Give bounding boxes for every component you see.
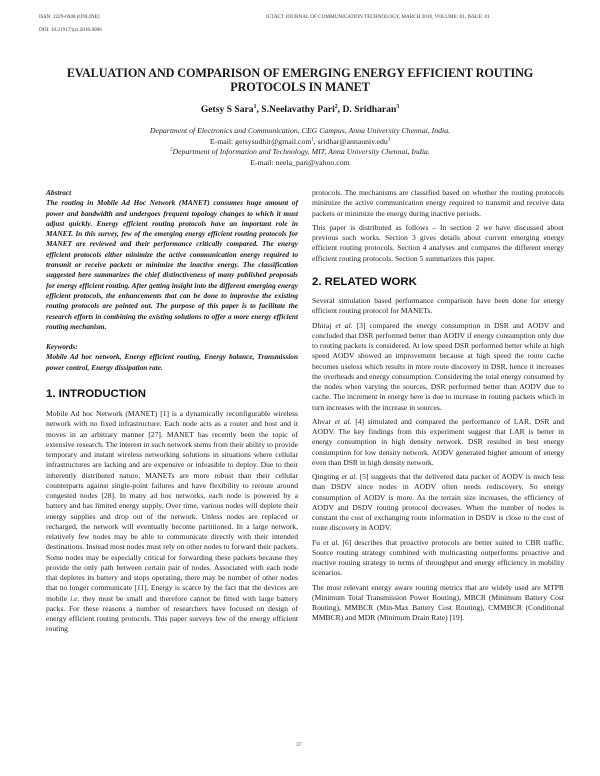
paragraph-text: Qingting [312,472,342,481]
paragraph-text: Ahvar [312,416,335,426]
related-work-paragraph [312,417,564,468]
keywords-heading: Keywords: [46,342,78,352]
paragraph-text: Fu [312,537,324,547]
abstract-heading: Abstract [46,188,72,197]
section-heading-related-work: 2. RELATED WORK [312,275,417,288]
related-work-paragraph: Several simulation based performance comparison have been done for energy efficient routing protocol for MANETs. [312,296,564,316]
affiliations [60,126,540,168]
email-line-2 [60,158,540,169]
affiliation-2-text: Department of Information and Technology, MIT, Anna University Chennai, India. [172,147,430,156]
related-work-paragraph: The most relevant energy aware routing metrics that are widely used are MTPR (Minimum Total Transmission Power Routing), MBCR (Minimum Battery Cost Routing), MMBCR (Min-Max Battery Cost Routing), CMMBCR (Conditional MMBCR) and MDR (Minimum Drain Rate) [19]. [312,582,564,623]
author-affiliation-mark: 2 [334,103,338,110]
introduction-paragraph-outline: This paper is distributed as follows – In section 2 we have discussed about previous such works. Section 3 gives details about current emerging energy efficient routing protocols. Section 4 analyses and compares the different energy efficient routing protocols. Section 5 summarizes this paper. [312,222,564,263]
author-name: D. Sridharan [342,104,397,115]
email-line-1 [60,137,540,148]
paragraph-italic: et al. [335,320,353,330]
affiliation-mark: 1 [311,136,314,142]
email-link[interactable]: , sridhar@annauniv.edu [313,136,388,146]
author-affiliation-mark: 1 [253,103,257,110]
right-column [312,188,564,628]
paragraph-text: [3] compared the energy consumption in DSR and AODV and concluded that DSR performed better than AODV if energy consumption only due to routing packets is considered. At low speed DSR performed better while at high speed AODV showed an improvement because at high speed the route cache becomes useless which results in more route discovery in DSR, hence it increases the overheads and energy consumption. Considering the total energy consumed by the nodes when varying the sources, DSR performed better than AODV due to cache. The increment in energy here is due to increase in routing packets which in turn increases with the increase in sources. [312,320,564,412]
author-affiliation-mark: 3 [396,103,400,110]
email-link[interactable]: E-mail: getsysudhir@gmail.com [209,136,312,146]
paragraph-italic: i.e. [70,593,80,603]
paragraph-italic: et al. [323,537,340,547]
paper-title: EVALUATION AND COMPARISON OF EMERGING ENERGY EFFICIENT ROUTING PROTOCOLS IN MANET [66,66,534,94]
paragraph-text: [4] simulated and compared the performance of LAR, DSR and AODV. The key findings from this experiment suggest that LAR is better in energy consumption in high density network. DSR resulted in best energy consumption for low density network. AODV generated higher amount of energy even than DSR in high density network. [312,416,565,467]
related-work-paragraph [312,472,564,534]
related-work-paragraph [312,321,564,413]
affiliation-mark: 3 [387,136,391,142]
author-name: Getsy S Sara [200,104,254,115]
introduction-paragraph-continued: protocols. The mechanisms are classified based on whether the routing protocols minimize the active communication energy required to transmit and receive data packets or minimize the energy during inactive periods. [312,188,564,218]
paragraph-text: [5] suggests that the delivered data packet of AODV is much less than DSDV since nodes in AODV often needs rediscovery. So energy consumption of AODV is more. As the terrain size increases, the efficiency of AODV and DSDV routing protocol decreases. When the number of nodes is constant the cost of exchanging route information in DSDV is close to the cost of route discovery in AODV. [312,472,564,533]
paragraph-text: they must be small and therefore cannot be fitted with large battery packs. For these reasons a number of researchers have focused on design of energy efficient routing protocols. This paper surveys few of the energy efficient routing [46,593,298,634]
doi-header: DOI: 10.21917/ijct.2010.0006 [39,27,102,33]
issn-header: ISSN: 2229-6948 (ONLINE) [39,14,100,20]
paragraph-text: [6] describes that proactive protocols are better suited to CBR traffic. Source routing strategy combined with multicasting outperforms proactive and reactive routing strategy in terms of throughput and energy efficiency in mobility scenarios. [312,537,565,578]
affiliation-mark: 2 [170,147,173,153]
related-work-paragraph [312,538,564,579]
page-number: 37 [296,742,302,748]
abstract-text: The routing in Mobile Ad Hoc Network (MANET) consumes huge amount of power and bandwidth and undergoes frequent topology changes to which it must adjust quickly. Energy efficient routing protocols have an important role in MANET. In this survey, few of the emerging energy efficient routing protocols for MANET are reviewed and their performance critically compared. The energy efficient protocols either minimize the active communication energy required to transmit or receive packets or minimize the inactive energy. The classification suggested here summarizes the chief distinctiveness of many published proposals for energy efficient routing. After getting insight into the different emerging energy efficient protocols, the enhancements that can be done to improvise the existing routing protocols are pointed out. The purpose of this paper is to facilitate the research efforts in combining the existing solutions to offer a more energy efficient routing mechanism. [46,198,298,331]
left-column [46,188,298,639]
section-heading-introduction: 1. INTRODUCTION [46,387,146,400]
paragraph-text: Mobile Ad hoc Network (MANET) [1] is a dynamically reconfigurable wireless network with no fixed infrastructure. Each node acts as a router and host and it moves in an arbitrary manner [27]. MANET has recently been the topic of extensive research. The interest in such network stems from their ability to provide temporary and instant wireless networking solutions in situations where cellular infrastructures are lacking and are expensive or infeasible to deploy. Due to their inherently distributed nature, MANETs are more robust than their cellular counterparts against single-point failures and have flexibility to reroute around congested nodes [28]. In many ad hoc networks, each node is powered by a battery and has limited energy supply. Over time, various nodes will deplete their energy supplies and drop out of the network. Unless nodes are replaced or recharged, the network will eventually become partitioned. In a large network, relatively few nodes may be able to communicate directly with their intended destinations. Instead most nodes must rely on other nodes to forward their packets. Some nodes may be especially critical for forwarding these packets because they provide the only path between certain pair of nodes. Associated with each node that depletes its battery and stops operating, there may be number of other nodes that no longer communicate [11]. Energy is scarce by the fact that the devices are mobile [46,409,298,603]
paragraph-italic: et al. [341,472,358,481]
author-list: Getsy S Sara$^1$, S.Neelavathy Pari$^2$, D. Sridharan$^3$ [200,103,400,115]
journal-header: ICTACT JOURNAL OF COMMUNICATION TECHNOLOGY, MARCH 2010, VOLUME: 01, ISSUE: 01 [266,14,490,20]
introduction-paragraph [46,409,298,635]
keywords-text: Mobile Ad hoc network, Energy efficient routing, Energy balance, Transmission power control, Energy dissipation rate. [46,352,298,372]
affiliation-1: Department of Electronics and Communication, CEG Campus, Anna University Chennai, India. [149,126,451,135]
paragraph-text: Dhiraj [312,320,336,330]
author-name: S.Neelavathy Pari [261,104,335,115]
email-link[interactable]: E-mail: neela_pari@yahoo.com [250,157,350,167]
paragraph-italic: et al. [334,416,352,426]
affiliation-2 [60,147,540,158]
